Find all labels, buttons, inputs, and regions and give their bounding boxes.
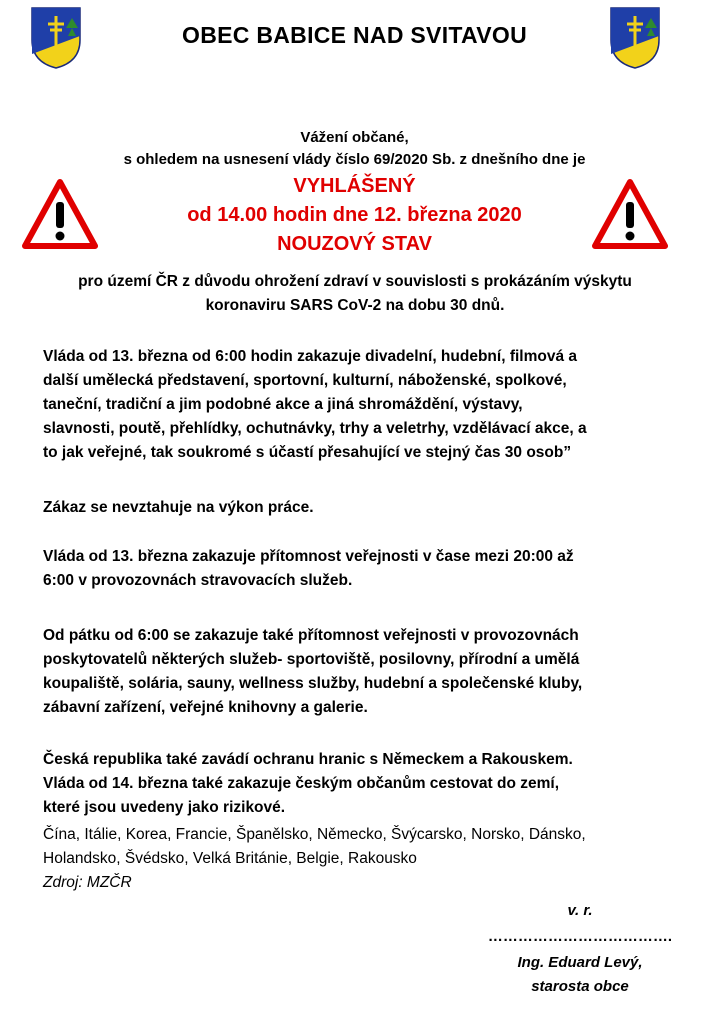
page-title: OBEC BABICE NAD SVITAVOU bbox=[182, 22, 527, 48]
text-line: koupaliště, solária, sauny, wellness služby, hudební a společenské kluby, bbox=[43, 675, 583, 692]
text-line: Od pátku od 6:00 se zakazuje také přítomnost veřejnosti v provozovnách bbox=[43, 627, 579, 644]
reason-line: pro území ČR z důvodu ohrožení zdraví v souvislosti s prokázáním výskytu bbox=[78, 273, 632, 290]
text-line: poskytovatelů některých služeb- sportoviště, posilovny, přírodní a umělá bbox=[43, 651, 580, 668]
text-line: Vláda od 13. března od 6:00 hodin zakazuje divadelní, hudební, filmová a bbox=[43, 348, 578, 365]
reason-text bbox=[40, 270, 670, 318]
text-line: Zákaz se nevztahuje na výkon práce. bbox=[43, 499, 314, 516]
source-line: Zdroj: MZČR bbox=[43, 874, 132, 891]
text-line: které jsou uvedeny jako rizikové. bbox=[43, 799, 286, 816]
text-line: zábavní zařízení, veřejné knihovny a galerie. bbox=[43, 699, 368, 716]
intro-line: s ohledem na usnesení vlády číslo 69/2020 Sb. z dnešního dne je bbox=[123, 151, 586, 168]
declared-date: od 14.00 hodin dne 12. března 2020 bbox=[187, 204, 522, 226]
header bbox=[0, 0, 709, 80]
announcement-intro bbox=[0, 128, 709, 259]
paragraph-restaurants bbox=[43, 545, 683, 593]
text-line: Vláda od 14. března také zakazuje českým občanům cestovat do zemí, bbox=[43, 775, 560, 792]
signature-dots: ………………………………. bbox=[487, 928, 673, 945]
paragraph-work-exception bbox=[43, 496, 683, 520]
reason-line: koronaviru SARS CoV-2 na dobu 30 dnů. bbox=[205, 297, 505, 314]
signature-name: Ing. Eduard Levý, bbox=[517, 954, 643, 971]
text-line: Čína, Itálie, Korea, Francie, Španělsko, Německo, Švýcarsko, Norsko, Dánsko, bbox=[43, 826, 586, 843]
signature-role: starosta obce bbox=[531, 978, 629, 995]
text-line: to jak veřejné, tak soukromé s účastí přesahující ve stejný čas 30 osob” bbox=[43, 444, 572, 461]
text-line: Česká republika také zavádí ochranu hranic s Německem a Rakouskem. bbox=[43, 751, 573, 768]
signature-vr: v. r. bbox=[567, 902, 593, 919]
emergency-state-heading: NOUZOVÝ STAV bbox=[277, 233, 432, 255]
text-line: další umělecká představení, sportovní, kulturní, náboženské, spolkové, bbox=[43, 372, 567, 389]
paragraph-borders bbox=[43, 748, 683, 820]
risk-countries-list bbox=[43, 823, 683, 895]
greeting: Vážení občané, bbox=[300, 129, 409, 146]
text-line: taneční, tradiční a jim podobné akce a jiná shromáždění, výstavy, bbox=[43, 396, 523, 413]
declared-heading: VYHLÁŠENÝ bbox=[293, 175, 416, 197]
text-line: Holandsko, Švédsko, Velká Británie, Belgie, Rakousko bbox=[43, 850, 417, 867]
text-line: Vláda od 13. března zakazuje přítomnost veřejnosti v čase mezi 20:00 až bbox=[43, 548, 574, 565]
text-line: 6:00 v provozovnách stravovacích služeb. bbox=[43, 572, 353, 589]
paragraph-services bbox=[43, 624, 683, 720]
coat-of-arms-icon bbox=[609, 6, 661, 70]
text-line: slavnosti, poutě, přehlídky, ochutnávky, trhy a veletrhy, vzdělávací akce, a bbox=[43, 420, 587, 437]
paragraph-events-ban bbox=[43, 345, 683, 465]
